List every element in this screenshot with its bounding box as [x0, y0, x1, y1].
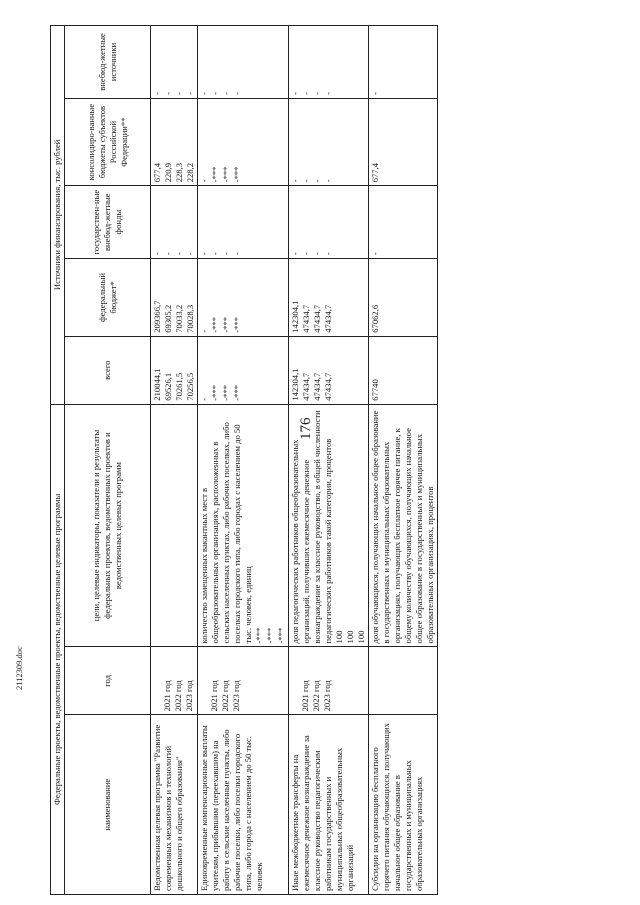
out-line: -	[312, 92, 322, 95]
ext-line: -	[301, 252, 311, 256]
footer-code: 2112309.doc	[14, 646, 24, 690]
cell-cons	[289, 98, 369, 185]
total-line: -***	[232, 384, 242, 401]
col-header-ext: государствен-ные внебюд-жетные фонды	[65, 186, 151, 259]
out-line: -	[370, 92, 380, 95]
ext-line: -	[174, 252, 184, 256]
ext-line: -	[232, 252, 242, 256]
total-line: 142304,1	[290, 368, 300, 401]
page-number: 176	[298, 417, 314, 440]
year-line	[370, 650, 380, 711]
col-header-out: внебюд-жетные источники	[65, 26, 151, 99]
cell-year	[289, 647, 369, 715]
fed-line: -***	[210, 316, 220, 333]
ext-line: -	[370, 252, 380, 256]
cell-fed	[289, 259, 369, 337]
cell-fed	[369, 259, 438, 337]
ext-line: -	[210, 252, 220, 256]
fed-line: 142304,1	[290, 300, 300, 333]
goal-value-line: -***	[265, 627, 275, 644]
col-header-year: год	[65, 647, 151, 715]
year-line: 2023 год	[184, 680, 194, 712]
total-line: 47434,7	[323, 372, 333, 401]
cons-line: -	[312, 179, 322, 183]
goal-value-line: -***	[254, 627, 264, 644]
cell-fed	[198, 259, 289, 337]
cons-line: -***	[232, 166, 242, 183]
goal-value-line: 100	[345, 630, 355, 644]
cons-line: 220,9	[163, 162, 173, 183]
cons-line: -	[199, 179, 209, 183]
ext-line: -	[152, 252, 162, 256]
fed-line: 47434,7	[301, 304, 311, 333]
row-name: Единовременные компенсационные выплаты учителям, прибывшим (переехавшим) на работу в сельские населенные пункты, либо рабочие поселки, либо поселки городского типа, либо города с населением до 50 тыс. человек	[198, 715, 289, 895]
fed-line: -***	[221, 316, 231, 333]
fed-line: 47434,7	[312, 304, 322, 333]
out-line: -	[174, 92, 184, 95]
ext-line: -	[199, 252, 209, 256]
col-header-cons: консолидиро-ванные бюджеты субъектов Российской Федерации**	[65, 98, 151, 185]
year-line: 2023 год	[322, 680, 332, 712]
out-line: -	[152, 92, 162, 95]
year-line: 2023 год	[231, 680, 241, 712]
goal-text: доля педагогических работников общеобразовательных организаций, получивших ежемесячное денежное вознаграждение за классное руководство, в общей численности педагогических работников такой категории, процентов	[290, 410, 333, 644]
out-line: -	[199, 92, 209, 95]
ext-line: -	[323, 252, 333, 256]
cons-line: 677,4	[152, 162, 162, 183]
cell-goal	[369, 404, 438, 647]
cell-goal	[151, 404, 198, 647]
table-row	[289, 26, 369, 895]
table-row	[369, 26, 438, 895]
ext-line: -	[185, 252, 195, 256]
col-header-fed: федеральный бюджет*	[65, 259, 151, 337]
out-line: -	[232, 92, 242, 95]
year-line: 2021 год	[209, 680, 219, 712]
total-line: 210044,1	[152, 368, 162, 401]
cell-cons	[151, 98, 198, 185]
ext-line: -	[290, 252, 300, 256]
ext-line: -	[221, 252, 231, 256]
cell-ext	[151, 186, 198, 259]
cons-line: 677,4	[370, 162, 380, 183]
col-header-total: всего	[65, 336, 151, 404]
cell-out	[151, 26, 198, 99]
out-line: -	[290, 92, 300, 95]
goal-value-line: 100	[334, 630, 344, 644]
row-name: Иные межбюджетные трансферты на ежемесячное денежное вознаграждение за классное руководство педагогическим работникам государственных и муниципальных общеобразовательных организаций	[289, 715, 369, 895]
fed-line: 47434,7	[323, 304, 333, 333]
out-line: -	[323, 92, 333, 95]
funding-table	[50, 25, 438, 895]
table-body	[151, 26, 438, 895]
fed-line: 209366,7	[152, 300, 162, 333]
total-line: 70261,5	[174, 372, 184, 401]
goal-text: количество замещенных вакантных мест в общеобразовательных организациях, расположенных в сельских населенных пунктах, либо рабочих поселках, либо поселках городского типа, либо городах с населением до 50 тыс. человек, единиц	[199, 422, 253, 644]
cell-ext	[198, 186, 289, 259]
goal-value-line: -***	[276, 627, 286, 644]
cell-cons	[369, 98, 438, 185]
cell-out	[198, 26, 289, 99]
total-line: -	[199, 397, 209, 401]
cell-goal	[198, 404, 289, 647]
cons-line: -***	[221, 166, 231, 183]
fed-line: 69305,2	[163, 304, 173, 333]
cell-ext	[369, 186, 438, 259]
year-line	[290, 650, 300, 711]
cell-year	[198, 647, 289, 715]
cons-line: -***	[210, 166, 220, 183]
rotated-table-container	[50, 25, 640, 895]
cons-line: -	[290, 179, 300, 183]
col-header-name: наименование	[65, 715, 151, 895]
cell-goal	[289, 404, 369, 647]
fed-line: -***	[232, 316, 242, 333]
cons-line: 228,2	[185, 162, 195, 183]
row-name: Субсидии на организацию бесплатного горячего питания обучающихся, получающих начальное общее образование в государственных и муниципальных образовательных организациях	[369, 715, 438, 895]
total-line: -***	[221, 384, 231, 401]
out-line: -	[210, 92, 220, 95]
out-line: -	[163, 92, 173, 95]
section-title: Федеральные проекты, ведомственные проекты, ведомственные целевые программы	[51, 404, 65, 894]
cons-line: 228,3	[174, 162, 184, 183]
year-line	[199, 650, 209, 711]
year-line	[152, 650, 162, 711]
year-line: 2022 год	[220, 680, 230, 712]
fed-line: 67062,6	[370, 304, 380, 333]
year-line: 2021 год	[162, 680, 172, 712]
total-line: -***	[210, 384, 220, 401]
cell-year	[151, 647, 198, 715]
cell-ext	[289, 186, 369, 259]
cons-line: -	[323, 179, 333, 183]
total-line: 67740	[370, 379, 380, 401]
cell-out	[369, 26, 438, 99]
row-name: Ведомственная целевая программа "Развитие современных механизмов и технологий дошкольного и общего образования"	[151, 715, 198, 895]
year-line: 2022 год	[311, 680, 321, 712]
fed-line: -	[199, 329, 209, 333]
funding-title: Источники финансирования, тыс. рублей	[51, 26, 65, 405]
goal-text: доля обучающихся, получающих начальное общее образование в государственных и муниципальных образовательных организациях, получающих бесплатное горячее питание, к общему количеству обучающихся, получающих начальное общее образование в государственных и муниципальных образовательных организациях, процентов	[370, 410, 435, 644]
fed-line: 70033,2	[174, 304, 184, 333]
col-header-goal: цели, целевые индикаторы, показатели и результаты федеральных проектов, ведомственных проектов и ведомственных целевых программ	[65, 404, 151, 647]
cell-total	[198, 336, 289, 404]
out-line: -	[185, 92, 195, 95]
cell-total	[369, 336, 438, 404]
year-line: 2022 год	[173, 680, 183, 712]
ext-line: -	[312, 252, 322, 256]
cell-cons	[198, 98, 289, 185]
out-line: -	[301, 92, 311, 95]
out-line: -	[221, 92, 231, 95]
table-row	[151, 26, 198, 895]
year-line: 2021 год	[300, 680, 310, 712]
fed-line: 70028,3	[185, 304, 195, 333]
cell-year	[369, 647, 438, 715]
table-row	[198, 26, 289, 895]
cell-total	[151, 336, 198, 404]
goal-value-line: 100	[356, 630, 366, 644]
cell-fed	[151, 259, 198, 337]
total-line: 70256,5	[185, 372, 195, 401]
cell-total	[289, 336, 369, 404]
total-line: 69526,1	[163, 372, 173, 401]
total-line: 47434,7	[312, 372, 322, 401]
cons-line: -	[301, 179, 311, 183]
total-line: 47434,7	[301, 372, 311, 401]
cell-out	[289, 26, 369, 99]
ext-line: -	[163, 252, 173, 256]
